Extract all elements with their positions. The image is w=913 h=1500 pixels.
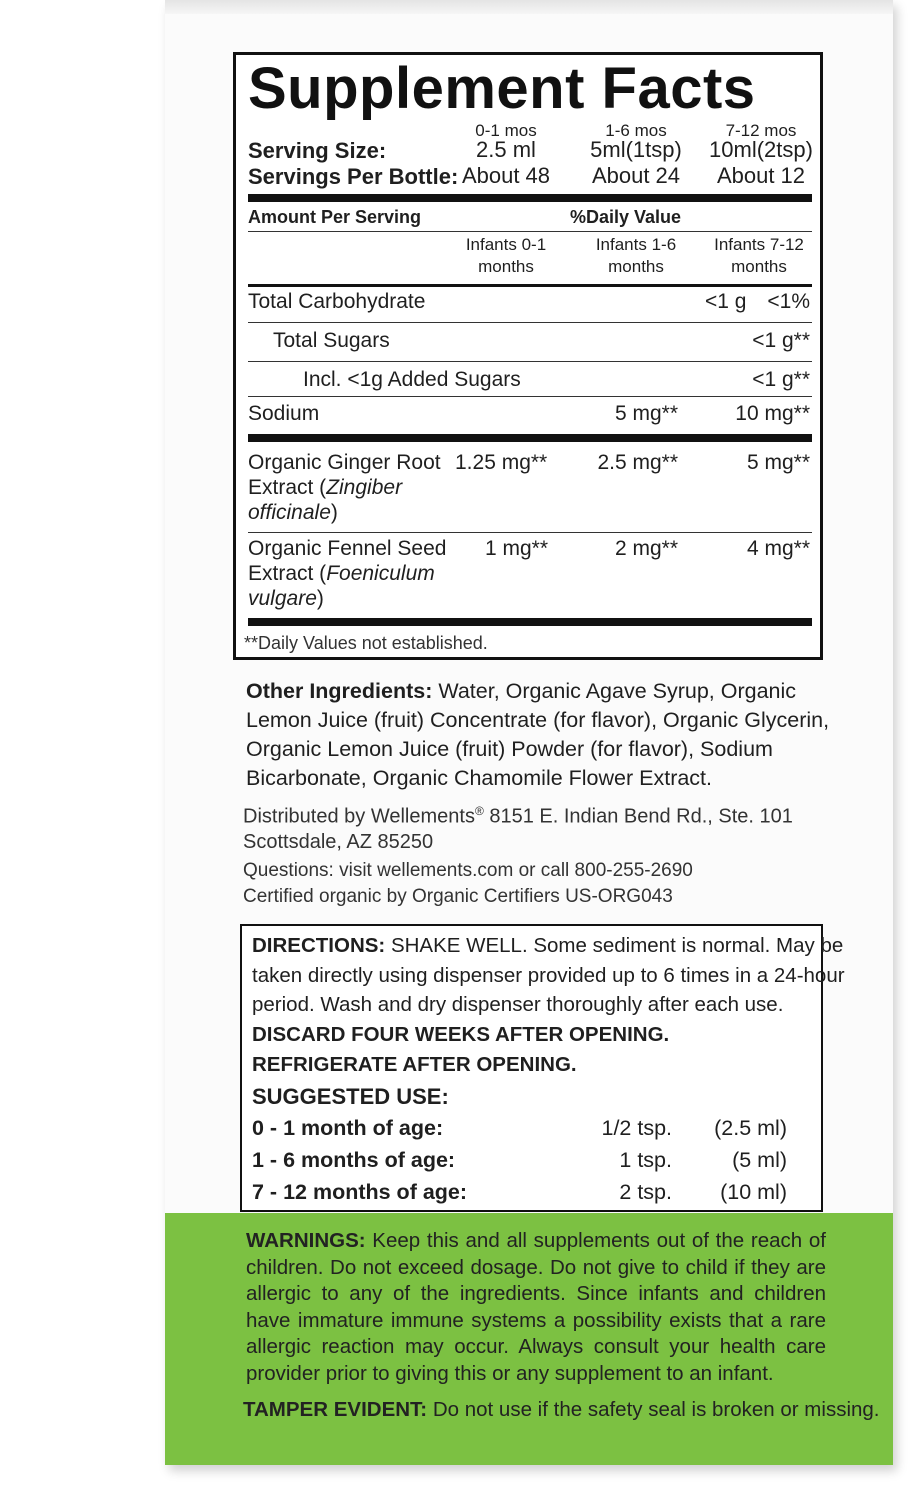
warnings — [246, 1228, 826, 1387]
medium-rule — [248, 284, 812, 287]
servings-label: Servings Per Bottle: — [248, 164, 459, 189]
fennel-col1: 1 mg** — [485, 537, 549, 560]
ginger-col3: 5 mg** — [746, 451, 810, 474]
other-ingredients-text: Water, Organic Agave Syrup, Organic Lemon Juice (fruit) Concentrate (for flavor), Organic Glycerin, Organic Lemon Juice (fruit) Powder (for flavor), Sodium Bicarbonate, Organic Chamomile Flower Extract. — [246, 679, 830, 790]
use-row-2-ml: (5 ml) — [732, 1148, 787, 1172]
col3-size: 10ml(2tsp) — [709, 137, 813, 162]
ginger-genus: Zingiber — [326, 476, 403, 499]
warnings-label: WARNINGS: — [246, 1229, 366, 1252]
sodium-col2: 5 mg** — [614, 402, 678, 425]
col1-servings: About 48 — [461, 163, 551, 188]
sugars-amount: <1 g** — [752, 329, 810, 352]
use-row-2-age: 1 - 6 months of age: — [252, 1148, 456, 1172]
directions-text-1: SHAKE WELL. Some sediment is normal. May be — [385, 934, 844, 957]
rule — [248, 532, 812, 533]
facts-title: Supplement Facts — [248, 56, 756, 121]
other-ingredients-label: Other Ingredients: — [246, 679, 433, 703]
fennel-label-1: Organic Fennel Seed — [248, 537, 447, 560]
col1-size: 2.5 ml — [476, 137, 536, 162]
refrigerate-line: REFRIGERATE AFTER OPENING. — [252, 1053, 577, 1076]
carb-label: Total Carbohydrate — [248, 290, 426, 313]
distributor-address: 8151 E. Indian Bend Rd., Ste. 101 — [483, 805, 793, 828]
serving-size-label: Serving Size: — [248, 138, 387, 163]
fennel-label-2 — [248, 562, 435, 586]
distributor-name: Distributed by Wellements — [243, 805, 475, 828]
fennel-col3: 4 mg** — [746, 537, 810, 560]
col2-size: 5ml(1tsp) — [590, 137, 682, 162]
questions-line: Questions: visit wellements.com or call 800-255-2690 — [243, 860, 693, 881]
ginger-species: officinale — [248, 501, 331, 524]
amount-per-serving: Amount Per Serving — [248, 207, 422, 227]
distributor-city: Scottsdale, AZ 85250 — [243, 831, 434, 853]
rule — [248, 231, 812, 232]
rule — [248, 361, 812, 362]
fennel-close: ) — [316, 587, 324, 610]
use-row-1-age: 0 - 1 month of age: — [252, 1116, 444, 1140]
col1-infants: Infants 0-1 — [465, 235, 547, 254]
col1-months: months — [478, 257, 534, 276]
carb-percent: <1% — [767, 290, 810, 313]
sodium-label: Sodium — [248, 402, 320, 425]
discard-line: DISCARD FOUR WEEKS AFTER OPENING. — [252, 1023, 670, 1046]
use-row-2-tsp: 1 tsp. — [619, 1148, 672, 1172]
use-row-3-age: 7 - 12 months of age: — [252, 1180, 468, 1204]
ginger-col2: 2.5 mg** — [597, 451, 678, 474]
rule — [248, 322, 812, 323]
use-row-3-tsp: 2 tsp. — [619, 1180, 672, 1204]
other-ingredients — [246, 677, 846, 793]
sodium-col3: 10 mg** — [735, 402, 810, 425]
fennel-genus: Foeniculum — [326, 562, 435, 585]
directions-line-3: period. Wash and dry dispenser thoroughly after each use. — [252, 993, 784, 1016]
col3-months: months — [731, 257, 787, 276]
thick-rule — [248, 434, 812, 442]
tamper-label: TAMPER EVIDENT: — [243, 1398, 428, 1421]
col1-age: 0-1 mos — [475, 121, 537, 140]
col2-months: months — [608, 257, 664, 276]
use-row-3-ml: (10 ml) — [720, 1180, 787, 1204]
tamper-evident — [243, 1398, 880, 1422]
col2-infants: Infants 1-6 — [595, 235, 677, 254]
tamper-text: Do not use if the safety seal is broken or missing. — [427, 1398, 880, 1421]
ginger-label-1: Organic Ginger Root — [248, 451, 441, 474]
directions-box — [240, 924, 845, 1212]
ginger-extract: Extract ( — [248, 476, 327, 499]
warnings-text: Keep this and all supplements out of the reach of children. Do not exceed dosage. Do not give to child if they are allergic to any of the ingredients. Since infants and children have immature immune systems a possibility exists that a rare allergic reaction may occur. Always consult your health care provider prior to giving this or any supplement to an infant. — [246, 1229, 826, 1385]
thick-rule — [248, 194, 812, 202]
fennel-extract: Extract ( — [248, 562, 327, 585]
col2-age: 1-6 mos — [605, 121, 667, 140]
col3-servings: About 12 — [716, 163, 806, 188]
directions-label: DIRECTIONS: — [252, 934, 386, 957]
fennel-label-3 — [248, 587, 324, 611]
use-row-1-ml: (2.5 ml) — [714, 1116, 787, 1140]
distributor-line — [243, 804, 793, 829]
certified-line: Certified organic by Organic Certifiers US-ORG043 — [243, 886, 673, 907]
thick-rule — [248, 618, 812, 626]
fennel-species: vulgare — [248, 587, 317, 610]
ginger-close: ) — [330, 501, 338, 524]
supplement-facts-panel — [233, 52, 823, 660]
registered-mark: ® — [474, 804, 484, 818]
carb-amount: <1 g — [705, 290, 747, 313]
directions-line-1 — [252, 934, 843, 958]
suggested-use-label: SUGGESTED USE: — [252, 1084, 449, 1109]
col3-age: 7-12 mos — [725, 121, 797, 140]
rule — [248, 396, 812, 397]
use-row-1-tsp: 1/2 tsp. — [601, 1116, 672, 1140]
col2-servings: About 24 — [591, 163, 681, 188]
col3-infants: Infants 7-12 — [714, 235, 804, 254]
fennel-col2: 2 mg** — [614, 537, 678, 560]
facts-footnote: **Daily Values not established. — [244, 633, 488, 653]
directions-line-2: taken directly using dispenser provided up to 6 times in a 24-hour — [252, 964, 845, 987]
added-sugars-label: Incl. <1g Added Sugars — [303, 368, 521, 391]
daily-value-header: %Daily Value — [570, 207, 682, 227]
ginger-label-2 — [248, 476, 402, 500]
ginger-label-3 — [248, 501, 338, 525]
added-sugars-amount: <1 g** — [752, 368, 810, 391]
sugars-label: Total Sugars — [273, 329, 390, 352]
package-top-edge — [165, 0, 893, 14]
ginger-col1: 1.25 mg** — [455, 451, 548, 474]
